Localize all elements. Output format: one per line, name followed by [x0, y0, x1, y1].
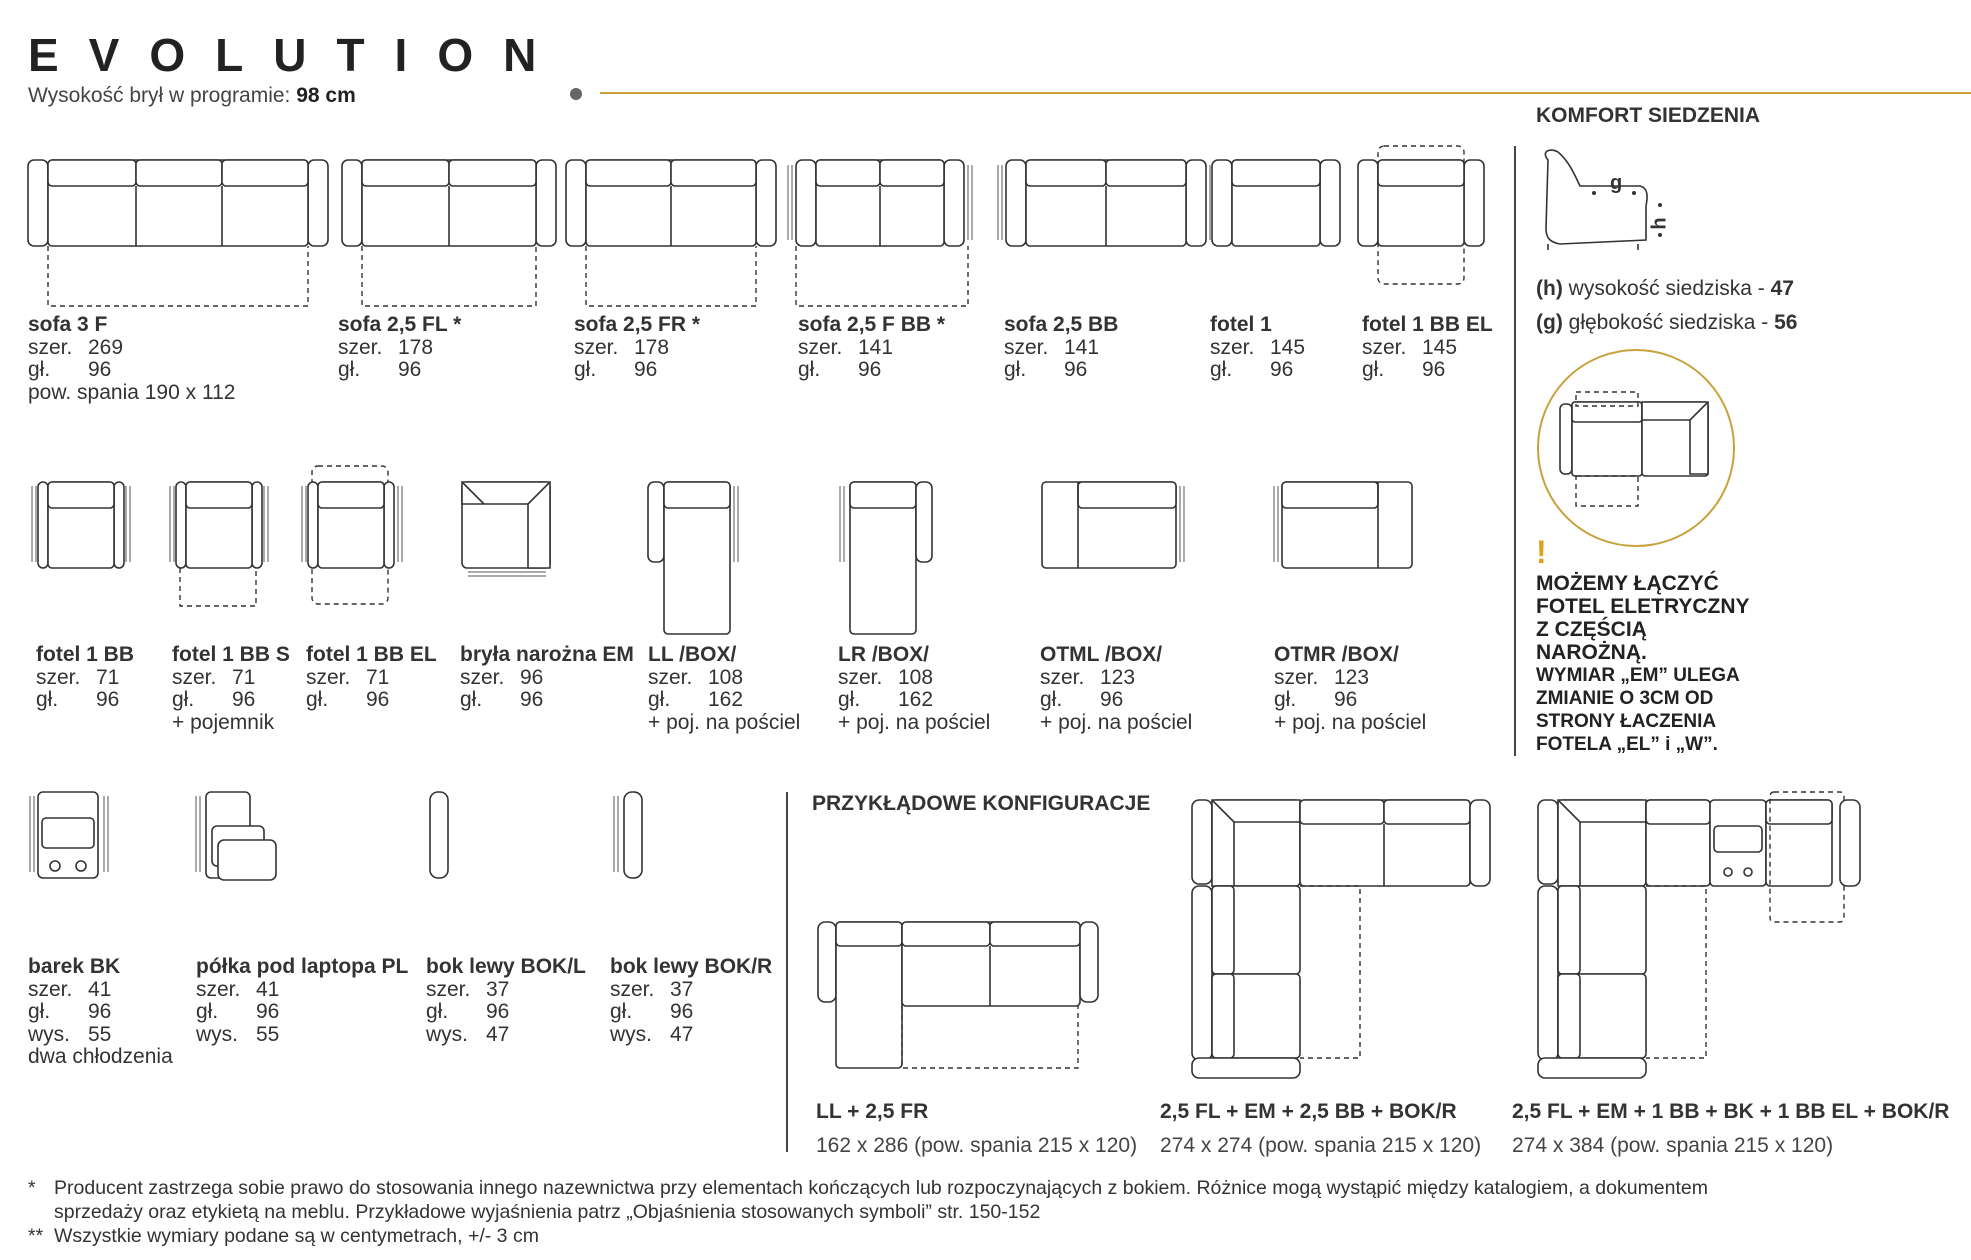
product-extra: + pojemnik — [172, 710, 275, 734]
warning-body-3: FOTELA „EL” i „W”. — [1536, 734, 1718, 755]
product-bryla-narozna — [460, 644, 634, 712]
wys-label: wys. — [196, 1022, 238, 1046]
comfort-title: KOMFORT SIEDZENIA — [1536, 104, 1760, 127]
szer-value: 37 — [486, 977, 510, 1001]
product-name: bok lewy BOK/R — [610, 955, 773, 978]
product-otml-box — [1040, 644, 1192, 734]
szer-label: szer. — [574, 335, 619, 359]
szer-value: 178 — [634, 335, 670, 359]
config-3 — [1512, 1100, 1949, 1158]
otmr-box-drawing — [1274, 482, 1412, 568]
product-name: fotel 1 BB EL — [1362, 313, 1493, 336]
szer-label: szer. — [338, 335, 383, 359]
footnote-text: Wszystkie wymiary podane są w centymetrach, +/- 3 cm — [54, 1225, 539, 1247]
product-name: półka pod laptopa PL — [196, 955, 409, 978]
gl-label: gł. — [1040, 688, 1063, 711]
gl-value: 96 — [256, 1000, 280, 1023]
config-name: LL + 2,5 FR — [816, 1100, 929, 1123]
product-sofa-25fr — [574, 314, 700, 382]
sofa-25bb-drawing — [998, 160, 1214, 246]
diagram-g-label: g — [1610, 172, 1623, 194]
product-name: sofa 2,5 F BB * — [798, 313, 946, 336]
footnotes — [28, 1176, 1948, 1248]
polka-laptop-drawing — [196, 792, 276, 880]
gl-label: gł. — [610, 1000, 633, 1023]
product-name: OTMR /BOX/ — [1274, 643, 1399, 666]
right-divider — [1514, 146, 1516, 756]
gl-value: 96 — [670, 1000, 694, 1023]
product-extra: + poj. na pościel — [648, 710, 801, 734]
szer-value: 96 — [520, 665, 544, 689]
gl-value: 162 — [898, 688, 934, 711]
gl-label: gł. — [460, 688, 483, 711]
config2-drawing — [1192, 800, 1490, 1078]
gl-label: gł. — [196, 1000, 219, 1023]
gl-value: 96 — [232, 688, 256, 711]
config-1 — [816, 1100, 1137, 1158]
config-name: 2,5 FL + EM + 2,5 BB + BOK/R — [1160, 1100, 1457, 1123]
product-name: sofa 3 F — [28, 313, 108, 336]
gl-label: gł. — [1362, 358, 1385, 381]
config3-drawing — [1538, 792, 1860, 1078]
gl-label: gł. — [36, 688, 59, 711]
wys-value: 55 — [88, 1022, 112, 1046]
product-extra: dwa chłodzenia — [28, 1045, 173, 1068]
otml-box-drawing — [1042, 482, 1184, 568]
warning-head-1: FOTEL ELETRYCZNY — [1536, 595, 1750, 618]
h-value: 47 — [1770, 277, 1794, 300]
szer-label: szer. — [426, 977, 471, 1001]
warning-mark: ! — [1536, 534, 1547, 570]
wys-value: 55 — [256, 1022, 280, 1046]
fotel1-drawing — [1212, 160, 1340, 246]
footnote-1 — [28, 1176, 1948, 1200]
szer-label: szer. — [1004, 335, 1049, 359]
gl-value: 96 — [398, 358, 422, 381]
bryla-narozna-drawing — [462, 482, 550, 576]
gl-value: 96 — [1422, 358, 1446, 381]
h-label: (h) — [1536, 277, 1563, 300]
warning-head-3: NAROŻNĄ. — [1536, 641, 1647, 664]
gl-label: gł. — [172, 688, 195, 711]
comfort-h-row — [1536, 278, 1794, 301]
product-fotel1bbs — [172, 644, 290, 734]
sofa-25fbb-drawing — [788, 160, 972, 306]
h-text: wysokość siedziska - — [1562, 277, 1771, 300]
gl-value: 96 — [1334, 688, 1358, 711]
config-dims: 274 x 384 (pow. spania 215 x 120) — [1512, 1134, 1834, 1157]
product-name: fotel 1 BB EL — [306, 643, 437, 666]
footnote-mark: ** — [28, 1225, 44, 1247]
product-bok-r — [610, 956, 772, 1046]
szer-value: 108 — [708, 665, 744, 689]
ll-box-drawing — [648, 482, 738, 634]
warning-body-2: STRONY ŁACZENIA — [1536, 711, 1717, 732]
product-ll-box — [648, 644, 800, 734]
lr-box-drawing — [840, 482, 932, 634]
szer-value: 71 — [232, 665, 256, 689]
szer-label: szer. — [1274, 665, 1319, 689]
product-name: fotel 1 BB S — [172, 643, 290, 666]
szer-value: 108 — [898, 665, 934, 689]
g-value: 56 — [1774, 311, 1798, 334]
szer-value: 123 — [1100, 665, 1136, 689]
product-name: LR /BOX/ — [838, 643, 930, 666]
szer-label: szer. — [28, 335, 73, 359]
product-name: bryła narożna EM — [460, 643, 634, 666]
gl-label: gł. — [28, 1000, 51, 1023]
szer-value: 145 — [1422, 335, 1458, 359]
product-extra: pow. spania 190 x 112 — [28, 380, 236, 404]
subtitle-value: 98 cm — [296, 84, 356, 107]
config-dims: 162 x 286 (pow. spania 215 x 120) — [816, 1134, 1138, 1157]
product-fotel1 — [1210, 314, 1305, 382]
sofa-3f-drawing — [28, 160, 328, 306]
fotel1bb-drawing — [32, 482, 130, 568]
product-name: sofa 2,5 BB — [1004, 313, 1119, 336]
product-polka-laptop — [196, 956, 408, 1046]
warning-body-0: WYMIAR „EM” ULEGA — [1536, 665, 1740, 686]
product-name: sofa 2,5 FL * — [338, 313, 462, 336]
corner-circle-diagram — [1538, 350, 1734, 546]
szer-value: 123 — [1334, 665, 1370, 689]
footnote-mark: * — [28, 1177, 36, 1199]
warning-block — [1536, 572, 1766, 756]
sofa-25fl-drawing — [342, 160, 556, 306]
gl-value: 96 — [486, 1000, 510, 1023]
wys-label: wys. — [28, 1022, 70, 1046]
product-name: fotel 1 — [1210, 313, 1272, 336]
szer-label: szer. — [172, 665, 217, 689]
g-text: głębokość siedziska - — [1562, 311, 1775, 334]
product-bok-l — [426, 956, 586, 1046]
gl-label: gł. — [338, 358, 361, 381]
szer-value: 41 — [88, 977, 112, 1001]
footnote-3 — [28, 1224, 1948, 1248]
gl-label: gł. — [1210, 358, 1233, 381]
gl-value: 96 — [96, 688, 120, 711]
gl-label: gł. — [28, 358, 51, 381]
szer-label: szer. — [610, 977, 655, 1001]
config-dims: 274 x 274 (pow. spania 215 x 120) — [1160, 1134, 1482, 1157]
warning-body-1: ZMIANIE O 3CM OD — [1536, 688, 1714, 709]
product-sofa-25bb — [1004, 314, 1118, 382]
product-lr-box — [838, 644, 990, 734]
wys-value: 47 — [486, 1022, 510, 1046]
product-sofa-25fl — [338, 314, 461, 382]
wys-label: wys. — [610, 1022, 652, 1046]
product-barek — [28, 956, 173, 1069]
gl-label: gł. — [306, 688, 329, 711]
bok-l-drawing — [430, 792, 448, 878]
gl-label: gł. — [838, 688, 861, 711]
config-2 — [1160, 1100, 1481, 1158]
footnote-2 — [28, 1200, 1948, 1224]
gl-value: 96 — [1100, 688, 1124, 711]
product-name: bok lewy BOK/L — [426, 955, 586, 978]
szer-value: 145 — [1270, 335, 1306, 359]
product-fotel1bbel — [1362, 314, 1493, 382]
page-title: EVOLUTION — [28, 29, 567, 81]
product-extra: + poj. na pościel — [838, 710, 991, 734]
szer-label: szer. — [306, 665, 351, 689]
szer-label: szer. — [460, 665, 505, 689]
szer-value: 269 — [88, 335, 124, 359]
g-label: (g) — [1536, 311, 1563, 334]
fotel1bbel2-drawing — [302, 466, 402, 604]
szer-label: szer. — [838, 665, 883, 689]
szer-value: 41 — [256, 977, 280, 1001]
gl-value: 96 — [1270, 358, 1294, 381]
barek-drawing — [30, 792, 108, 878]
gl-value: 96 — [634, 358, 658, 381]
szer-value: 71 — [366, 665, 390, 689]
product-fotel1bbel-2 — [306, 644, 437, 712]
szer-label: szer. — [798, 335, 843, 359]
gl-value: 96 — [1064, 358, 1088, 381]
gl-label: gł. — [426, 1000, 449, 1023]
wys-value: 47 — [670, 1022, 694, 1046]
gl-value: 96 — [88, 358, 112, 381]
szer-value: 141 — [1064, 335, 1100, 359]
product-name: OTML /BOX/ — [1040, 643, 1163, 666]
product-name: sofa 2,5 FR * — [574, 313, 701, 336]
config-name: 2,5 FL + EM + 1 BB + BK + 1 BB EL + BOK/R — [1512, 1100, 1950, 1123]
szer-value: 37 — [670, 977, 694, 1001]
gl-value: 96 — [366, 688, 390, 711]
szer-value: 178 — [398, 335, 434, 359]
product-sofa-3f — [28, 314, 235, 404]
warning-head-2: Z CZĘŚCIĄ — [1536, 618, 1647, 641]
product-otmr-box — [1274, 644, 1426, 734]
product-name: barek BK — [28, 955, 121, 978]
footnote-text: Producent zastrzega sobie prawo do stosowania innego nazewnictwa przy elementach kończących lub rozpoczynających z bokiem. Różnice mogą wystąpić między katalogiem, a dokumentem — [54, 1177, 1709, 1199]
product-fotel1bb — [36, 644, 134, 712]
gl-label: gł. — [648, 688, 671, 711]
product-sofa-25fbb — [798, 314, 945, 382]
szer-value: 141 — [858, 335, 894, 359]
comfort-diagram — [1545, 150, 1662, 250]
comfort-g-row — [1536, 312, 1797, 335]
product-extra: + poj. na pościel — [1040, 710, 1193, 734]
fotel1bbs-drawing — [170, 482, 268, 606]
szer-value: 71 — [96, 665, 120, 689]
szer-label: szer. — [28, 977, 73, 1001]
product-extra: + poj. na pościel — [1274, 710, 1427, 734]
gl-label: gł. — [1004, 358, 1027, 381]
config-divider — [786, 792, 788, 1152]
szer-label: szer. — [1362, 335, 1407, 359]
bok-r-drawing — [614, 792, 642, 878]
szer-label: szer. — [36, 665, 81, 689]
szer-label: szer. — [196, 977, 241, 1001]
footnote-text: sprzedaży oraz etykietą na meblu. Przykładowe wyjaśnienia patrz „Objaśnienia stosowanych symboli” str. 150-152 — [54, 1201, 1041, 1223]
gl-value: 96 — [520, 688, 544, 711]
diagram-h-label: h — [1648, 217, 1671, 230]
gl-value: 96 — [88, 1000, 112, 1023]
config1-drawing — [818, 922, 1098, 1068]
szer-label: szer. — [1210, 335, 1255, 359]
gl-label: gł. — [574, 358, 597, 381]
wys-label: wys. — [426, 1022, 468, 1046]
configs-title: PRZYKŁĄDOWE KONFIGURACJE — [812, 792, 1151, 815]
szer-label: szer. — [1040, 665, 1085, 689]
gl-label: gł. — [798, 358, 821, 381]
szer-label: szer. — [648, 665, 693, 689]
gl-value: 96 — [858, 358, 882, 381]
sofa-25fr-drawing — [566, 160, 776, 306]
gl-value: 162 — [708, 688, 744, 711]
product-name: LL /BOX/ — [648, 643, 737, 666]
product-name: fotel 1 BB — [36, 643, 135, 666]
warning-head-0: MOŻEMY ŁĄCZYĆ — [1536, 572, 1719, 595]
subtitle-prefix: Wysokość brył w programie: — [28, 84, 297, 107]
gl-label: gł. — [1274, 688, 1297, 711]
fotel1bbel-drawing — [1358, 146, 1484, 284]
